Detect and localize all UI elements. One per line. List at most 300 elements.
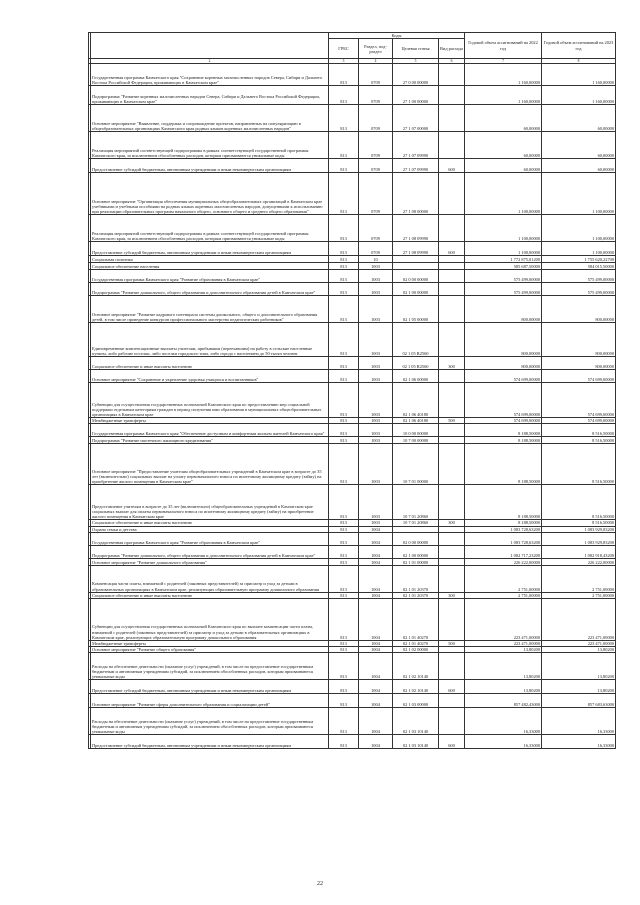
target-article-cell: 10 7 01 00000 [393, 444, 439, 485]
section-cell: 0709 [359, 215, 393, 242]
amount-2023-cell: 8 516,50000 [542, 424, 616, 437]
table-row [89, 485, 616, 520]
target-article-cell: 27 1 07 09990 [393, 159, 439, 173]
section-cell: 1004 [359, 526, 393, 532]
section-cell: 1003 [359, 444, 393, 485]
table-row [89, 105, 616, 132]
grbs-cell: 813 [329, 418, 359, 424]
amount-2023-cell: 2 751,00000 [542, 592, 616, 598]
section-cell: 1004 [359, 694, 393, 708]
amount-2023-cell: 1 160,00000 [542, 86, 616, 105]
amount-2023-cell: 16,33000 [542, 735, 616, 749]
expense-type-cell [439, 485, 465, 520]
column-index: 7 [465, 59, 542, 64]
section-cell: 1003 [359, 323, 393, 357]
amount-2022-cell: 574 699,00000 [465, 383, 542, 418]
expense-type-cell: 300 [439, 357, 465, 370]
amount-2023-cell: 8 516,50000 [542, 444, 616, 485]
target-article-cell: 02 1 00 00000 [393, 545, 439, 558]
expense-type-cell [439, 532, 465, 545]
table-row [89, 383, 616, 418]
expense-type-cell [439, 270, 465, 283]
table-row [89, 444, 616, 485]
grbs-cell: 813 [329, 694, 359, 708]
target-article-cell: 02 1 05 R2560 [393, 357, 439, 370]
grbs-cell: 813 [329, 64, 359, 86]
grbs-cell: 813 [329, 86, 359, 105]
item-name-cell: Компенсация части платы, взимаемой с родителей (законных представителей) за присмотр и уход за детьми в образовательных организациях в Камчатском крае, реализующих образовательную программу дошкольного образования [91, 565, 329, 592]
item-name-cell: Реализация мероприятий соответствующей подпрограммы в рамках соответствующей государственной программы Камчатского края, за исключением обособленных расходов, которым присваиваются уникальные коды [91, 132, 329, 159]
amount-2022-cell: 16,33000 [465, 735, 542, 749]
grbs-cell: 813 [329, 296, 359, 323]
section-cell: 1004 [359, 735, 393, 749]
target-article-cell: 02 0 00 00000 [393, 270, 439, 283]
grbs-cell: 813 [329, 173, 359, 215]
grbs-cell: 813 [329, 485, 359, 520]
amount-2022-cell: 8 188,50000 [465, 485, 542, 520]
grbs-cell: 813 [329, 735, 359, 749]
grbs-cell: 813 [329, 256, 359, 263]
target-article-cell: 02 1 00 00000 [393, 283, 439, 296]
target-article-cell: 02 1 02 10140 [393, 680, 439, 694]
expense-type-cell [439, 444, 465, 485]
expense-type-cell [439, 437, 465, 444]
item-name-cell: Предоставление субсидий бюджетным, автономным учреждениям и иным некоммерческим организациям [91, 680, 329, 694]
item-name-cell: Основное мероприятие "Развитие сферы дополнительного образования и социализации детей" [91, 694, 329, 708]
target-article-cell: 02 1 02 00000 [393, 647, 439, 653]
amount-2022-cell: 223 471,00000 [465, 599, 542, 641]
item-name-cell: Основное мероприятие "Развитие кадрового потенциала системы дошкольного, общего и дополнительного образования детей, в том числе проведение конкурсов профессионального мастерства педагогических работников" [91, 296, 329, 323]
table-row [89, 296, 616, 323]
section-cell: 0709 [359, 132, 393, 159]
target-article-cell: 02 1 06 00000 [393, 370, 439, 383]
header-codes: Коды [329, 33, 465, 39]
grbs-cell: 813 [329, 383, 359, 418]
item-name-cell: Субвенции для осуществления государственных полномочий Камчатского края по выплате компенсации части платы, взимаемой с родителей (законных представителей) за присмотр и уход за детьми в образовательных организациях в Камчатском крае, реализующих образовательную программу дошкольного образования [91, 599, 329, 641]
amount-2023-cell: 574 699,00000 [542, 418, 616, 424]
amount-2023-cell: 8 516,50000 [542, 437, 616, 444]
amount-2023-cell: 575 499,00000 [542, 270, 616, 283]
grbs-cell: 813 [329, 520, 359, 526]
target-article-cell: 27 1 07 09990 [393, 132, 439, 159]
expense-type-cell [439, 105, 465, 132]
amount-2023-cell: 8 516,50000 [542, 485, 616, 520]
column-index: 3 [329, 59, 359, 64]
grbs-cell: 813 [329, 647, 359, 653]
target-article-cell: 02 1 01 20370 [393, 592, 439, 598]
item-name-cell: Реализация мероприятий соответствующей подпрограммы в рамках соответствующей государственной программы Камчатского края, за исключением обособленных расходов, которым присваиваются уникальные коды [91, 215, 329, 242]
item-name-cell: Подпрограмма "Развитие дошкольного, общего образования и дополнительного образования детей в Камчатском крае" [91, 283, 329, 296]
amount-2023-cell: 574 699,00000 [542, 370, 616, 383]
table-row [89, 357, 616, 370]
table-row [89, 256, 616, 263]
amount-2022-cell: 16,33000 [465, 708, 542, 735]
amount-2023-cell: 8 516,50000 [542, 520, 616, 526]
grbs-cell: 813 [329, 558, 359, 565]
expense-type-cell [439, 283, 465, 296]
header-expense-type: Вид расхода [439, 39, 465, 59]
header-grbs: ГРБС [329, 39, 359, 59]
target-article-cell: 02 1 05 00000 [393, 296, 439, 323]
amount-2022-cell: 575 499,00000 [465, 283, 542, 296]
column-index: 5 [393, 59, 439, 64]
table-row [89, 680, 616, 694]
amount-2022-cell: 575 499,00000 [465, 270, 542, 283]
section-cell: 1004 [359, 565, 393, 592]
item-name-cell: Подпрограмма "Развитие ипотечного жилищного кредитования" [91, 437, 329, 444]
amount-2022-cell: 223 471,00000 [465, 641, 542, 647]
header-target-article: Целевая статья [393, 39, 439, 59]
amount-2022-cell: 1 772 875,01200 [465, 256, 542, 263]
item-name-cell: Расходы на обеспечение деятельности (оказание услуг) учреждений, в том числе на предоставление государственным бюджетным и автономным учреждениям субсидий, за исключением обособленных расходов, которым присваиваются уникальные коды [91, 653, 329, 680]
budget-table [88, 32, 616, 749]
item-name-cell: Расходы на обеспечение деятельности (оказание услуг) учреждений, в том числе на предоставление государственным бюджетным и автономным учреждениям субсидий, за исключением обособленных расходов, которым присваиваются уникальные коды [91, 708, 329, 735]
column-index: 8 [542, 59, 616, 64]
column-index: 2 [91, 59, 329, 64]
expense-type-cell [439, 565, 465, 592]
expense-type-cell: 600 [439, 159, 465, 173]
table-row [89, 694, 616, 708]
expense-type-cell [439, 424, 465, 437]
grbs-cell: 813 [329, 599, 359, 641]
target-article-cell: 02 1 01 40270 [393, 599, 439, 641]
expense-type-cell: 300 [439, 520, 465, 526]
section-cell: 10 [359, 256, 393, 263]
item-name-cell: Межбюджетные трансферты [91, 418, 329, 424]
amount-2022-cell: 13,80200 [465, 653, 542, 680]
item-name-cell: Подпрограмма "Развитие дошкольного, общего образования и дополнительного образования детей в Камчатском крае" [91, 545, 329, 558]
item-name-cell: Охрана семьи и детства [91, 526, 329, 532]
section-cell: 1003 [359, 418, 393, 424]
section-cell: 1004 [359, 641, 393, 647]
amount-2023-cell: 857 683,63000 [542, 694, 616, 708]
expense-type-cell: 500 [439, 641, 465, 647]
section-cell: 1004 [359, 532, 393, 545]
target-article-cell: 02 1 03 10140 [393, 735, 439, 749]
item-name-cell: Предоставление субсидий бюджетным, автономным учреждениям и иным некоммерческим организациям [91, 242, 329, 256]
expense-type-cell: 600 [439, 735, 465, 749]
target-article-cell: 27 1 07 00000 [393, 105, 439, 132]
grbs-cell: 813 [329, 370, 359, 383]
expense-type-cell [439, 383, 465, 418]
expense-type-cell [439, 86, 465, 105]
item-name-cell: Государственная программа Камчатского края "Обеспечение доступным и комфортным жильем жителей Камчатского края" [91, 424, 329, 437]
item-name-cell: Основное мероприятие "Выявление, поддержка и сопровождение проектов, направленных на популяризацию в общеобразовательных организациях Камчатского края родных языков коренных малочисленных народов" [91, 105, 329, 132]
table-row [89, 283, 616, 296]
amount-2023-cell: 16,33000 [542, 708, 616, 735]
section-cell: 1003 [359, 437, 393, 444]
amount-2022-cell: 1 083 728,63200 [465, 532, 542, 545]
grbs-cell: 813 [329, 592, 359, 598]
item-name-cell: Социальное обеспечение населения [91, 263, 329, 270]
expense-type-cell: 500 [439, 418, 465, 424]
column-index: 4 [359, 59, 393, 64]
grbs-cell: 813 [329, 444, 359, 485]
table-row [89, 558, 616, 565]
expense-type-cell [439, 370, 465, 383]
amount-2023-cell: 1 083 929,83200 [542, 526, 616, 532]
item-name-cell: Основное мероприятие "Сохранение и укрепление здоровья учащихся и воспитанников" [91, 370, 329, 383]
expense-type-cell: 600 [439, 242, 465, 256]
item-name-cell: Социальное обеспечение и иные выплаты населению [91, 357, 329, 370]
grbs-cell: 813 [329, 526, 359, 532]
expense-type-cell [439, 323, 465, 357]
amount-2022-cell: 1 100,00000 [465, 215, 542, 242]
target-article-cell: 02 1 01 40270 [393, 641, 439, 647]
grbs-cell: 813 [329, 680, 359, 694]
amount-2023-cell: 226 222,00000 [542, 558, 616, 565]
grbs-cell: 813 [329, 242, 359, 256]
section-cell: 0709 [359, 64, 393, 86]
item-name-cell: Основное мероприятие "Организация обеспечения муниципальных общеобразовательных организаций в Камчатском крае учебниками и учебными пособиями на родных языках коренных малочисленных народов, допущенными к использованию при реализации образовательных программ начального общего, основного общего и среднего общего образования" [91, 173, 329, 215]
section-cell: 1004 [359, 653, 393, 680]
table-row [89, 565, 616, 592]
amount-2023-cell: 13,80200 [542, 647, 616, 653]
section-cell: 1003 [359, 370, 393, 383]
amount-2022-cell: 1 160,00000 [465, 86, 542, 105]
amount-2023-cell: 800,00000 [542, 296, 616, 323]
amount-2022-cell: 60,00000 [465, 132, 542, 159]
expense-type-cell [439, 296, 465, 323]
amount-2023-cell: 223 471,00000 [542, 641, 616, 647]
table-row [89, 263, 616, 270]
target-article-cell: 27 0 00 00000 [393, 64, 439, 86]
grbs-cell: 813 [329, 424, 359, 437]
grbs-cell: 813 [329, 283, 359, 296]
section-cell: 1004 [359, 680, 393, 694]
table-row [89, 545, 616, 558]
amount-2023-cell: 223 471,00000 [542, 599, 616, 641]
table-row [89, 215, 616, 242]
expense-type-cell [439, 132, 465, 159]
section-cell: 1004 [359, 647, 393, 653]
amount-2022-cell: 8 188,50000 [465, 437, 542, 444]
expense-type-cell [439, 64, 465, 86]
expense-type-cell: 300 [439, 592, 465, 598]
expense-type-cell [439, 215, 465, 242]
amount-2022-cell: 800,00000 [465, 357, 542, 370]
grbs-cell: 813 [329, 323, 359, 357]
table-row [89, 735, 616, 749]
expense-type-cell [439, 256, 465, 263]
target-article-cell: 27 1 08 09990 [393, 215, 439, 242]
amount-2022-cell: 60,00000 [465, 105, 542, 132]
target-article-cell: 02 1 02 10140 [393, 653, 439, 680]
item-name-cell: Социальное обеспечение и иные выплаты населению [91, 592, 329, 598]
target-article-cell: 02 0 00 00000 [393, 532, 439, 545]
section-cell: 1004 [359, 592, 393, 598]
amount-2022-cell: 8 188,50000 [465, 444, 542, 485]
target-article-cell: 02 1 05 R2560 [393, 323, 439, 357]
amount-2023-cell: 1 083 929,83200 [542, 532, 616, 545]
expense-type-cell [439, 653, 465, 680]
amount-2022-cell: 2 751,00000 [465, 565, 542, 592]
table-row [89, 270, 616, 283]
target-article-cell: 10 7 01 20860 [393, 485, 439, 520]
section-cell: 1003 [359, 424, 393, 437]
section-cell: 1004 [359, 558, 393, 565]
grbs-cell: 813 [329, 159, 359, 173]
target-article-cell: 27 1 00 00000 [393, 86, 439, 105]
section-cell: 1003 [359, 383, 393, 418]
section-cell: 0709 [359, 242, 393, 256]
section-cell: 1003 [359, 283, 393, 296]
amount-2023-cell: 584 015,50000 [542, 263, 616, 270]
amount-2023-cell: 60,00000 [542, 132, 616, 159]
item-name-cell: Предоставление учителям в возрасте до 35 лет (включительно) общеобразовательных учреждений в Камчатском крае социальных выплат для оплаты первоначального взноса по ипотечному жилищному кредиту (займу) на приобретение жилого помещения в Камчатском крае [91, 485, 329, 520]
amount-2022-cell: 1 083 728,63200 [465, 526, 542, 532]
amount-2022-cell: 60,00000 [465, 159, 542, 173]
table-row [89, 242, 616, 256]
item-name-cell: Подпрограмма "Развитие коренных малочисленных народов Севера, Сибири и Дальнего Востока Российской Федерации, проживающих в Камчатском крае" [91, 86, 329, 105]
item-name-cell: Предоставление субсидий бюджетным, автономным учреждениям и иным некоммерческим организациям [91, 735, 329, 749]
target-article-cell: 02 1 06 40180 [393, 418, 439, 424]
table-row [89, 323, 616, 357]
header-section: Раздел, под-раздел [359, 39, 393, 59]
section-cell: 1003 [359, 357, 393, 370]
section-cell: 0709 [359, 105, 393, 132]
grbs-cell: 813 [329, 565, 359, 592]
item-name-cell: Государственная программа Камчатского края "Развитие образования в Камчатском крае" [91, 532, 329, 545]
amount-2023-cell: 1 160,00000 [542, 64, 616, 86]
grbs-cell: 813 [329, 708, 359, 735]
amount-2022-cell: 13,80200 [465, 680, 542, 694]
section-cell: 1003 [359, 520, 393, 526]
table-row [89, 86, 616, 105]
amount-2022-cell: 1 100,00000 [465, 173, 542, 215]
amount-2023-cell: 1 100,00000 [542, 173, 616, 215]
grbs-cell: 813 [329, 105, 359, 132]
grbs-cell: 813 [329, 263, 359, 270]
item-name-cell: Социальное обеспечение и иные выплаты населению [91, 520, 329, 526]
target-article-cell [393, 263, 439, 270]
table-row [89, 437, 616, 444]
section-cell: 1004 [359, 708, 393, 735]
amount-2023-cell: 800,00000 [542, 357, 616, 370]
amount-2023-cell: 1 100,00000 [542, 242, 616, 256]
table-row [89, 64, 616, 86]
table-row [89, 653, 616, 680]
item-name-cell: Основное мероприятие "Развитие общего образования" [91, 647, 329, 653]
expense-type-cell [439, 694, 465, 708]
amount-2023-cell: 1 100,00000 [542, 215, 616, 242]
expense-type-cell: 600 [439, 680, 465, 694]
amount-2023-cell: 1 082 918,43200 [542, 545, 616, 558]
expense-type-cell [439, 263, 465, 270]
section-cell: 1004 [359, 599, 393, 641]
item-name-cell: Субвенции для осуществления государственных полномочий Камчатского края по предоставлению мер социальной поддержки отдельным категориям граждан в период получения ими образования в муниципальных общеобразовательных организациях в Камчатском крае [91, 383, 329, 418]
target-article-cell: 02 1 03 00000 [393, 694, 439, 708]
header-name [91, 33, 329, 59]
expense-type-cell [439, 708, 465, 735]
amount-2023-cell: 13,80200 [542, 653, 616, 680]
expense-type-cell [439, 558, 465, 565]
grbs-cell: 813 [329, 357, 359, 370]
amount-2022-cell: 8 188,50000 [465, 424, 542, 437]
table-row [89, 159, 616, 173]
item-name-cell: Основное мероприятие "Предоставление учителям общеобразовательных учреждений в Камчатском крае в возрасте до 35 лет (включительно) социальных выплат на уплату первоначального взноса по ипотечному жилищному кредиту (займу) на приобретение жилого помещения в Камчатском крае" [91, 444, 329, 485]
amount-2022-cell: 8 188,50000 [465, 520, 542, 526]
item-name-cell: Основное мероприятие "Развитие дошкольного образования" [91, 558, 329, 565]
table-row [89, 173, 616, 215]
amount-2022-cell: 857 482,43000 [465, 694, 542, 708]
grbs-cell: 813 [329, 270, 359, 283]
section-cell: 1003 [359, 485, 393, 520]
target-article-cell [393, 256, 439, 263]
item-name-cell: Предоставление субсидий бюджетным, автономным учреждениям и иным некоммерческим организациям [91, 159, 329, 173]
amount-2022-cell: 1 082 717,23200 [465, 545, 542, 558]
grbs-cell: 813 [329, 545, 359, 558]
item-name-cell: Государственная программа Камчатского края "Сохранение коренных малочисленных народов Севера, Сибири и Дальнего Востока Российской Федерации, проживающих в Камчатском крае" [91, 64, 329, 86]
amount-2023-cell: 800,00000 [542, 323, 616, 357]
target-article-cell: 10 0 00 00000 [393, 424, 439, 437]
header-vol-2023: Годовой объем ассигнований на 2023 год [542, 33, 616, 59]
section-cell: 1003 [359, 263, 393, 270]
amount-2022-cell: 574 699,00000 [465, 370, 542, 383]
section-cell: 0709 [359, 159, 393, 173]
amount-2023-cell: 2 751,00000 [542, 565, 616, 592]
amount-2022-cell: 1 100,00000 [465, 242, 542, 256]
amount-2022-cell: 2 751,00000 [465, 592, 542, 598]
table-row [89, 532, 616, 545]
target-article-cell: 27 1 08 00000 [393, 173, 439, 215]
table-row [89, 599, 616, 641]
amount-2022-cell: 800,00000 [465, 323, 542, 357]
section-cell: 1004 [359, 545, 393, 558]
amount-2022-cell: 1 160,00000 [465, 64, 542, 86]
amount-2023-cell: 13,80200 [542, 680, 616, 694]
expense-type-cell [439, 599, 465, 641]
column-index: 6 [439, 59, 465, 64]
target-article-cell: 10 7 01 20860 [393, 520, 439, 526]
section-cell: 1003 [359, 296, 393, 323]
target-article-cell: 27 1 08 09990 [393, 242, 439, 256]
section-cell: 0709 [359, 173, 393, 215]
table-row [89, 370, 616, 383]
amount-2022-cell: 226 222,00000 [465, 558, 542, 565]
grbs-cell: 813 [329, 215, 359, 242]
target-article-cell: 02 1 06 40180 [393, 383, 439, 418]
grbs-cell: 813 [329, 641, 359, 647]
amount-2022-cell: 574 699,00000 [465, 418, 542, 424]
amount-2023-cell: 575 499,00000 [542, 283, 616, 296]
expense-type-cell [439, 545, 465, 558]
amount-2022-cell: 13,80200 [465, 647, 542, 653]
amount-2023-cell: 60,00000 [542, 159, 616, 173]
section-cell: 1003 [359, 270, 393, 283]
grbs-cell: 813 [329, 132, 359, 159]
table-row [89, 132, 616, 159]
item-name-cell: Социальная политика [91, 256, 329, 263]
grbs-cell: 813 [329, 653, 359, 680]
grbs-cell: 813 [329, 532, 359, 545]
item-name-cell: Межбюджетные трансферты [91, 641, 329, 647]
grbs-cell: 813 [329, 437, 359, 444]
expense-type-cell [439, 173, 465, 215]
section-cell: 0709 [359, 86, 393, 105]
item-name-cell: Единовременные компенсационные выплаты учителям, прибывшим (переехавшим) на работу в сельские населенные пункты, либо рабочие поселки, либо поселки городского типа, либо города с населением до 50 тысяч человек [91, 323, 329, 357]
table-row [89, 708, 616, 735]
target-article-cell: 02 1 01 00000 [393, 558, 439, 565]
target-article-cell: 02 1 01 20370 [393, 565, 439, 592]
amount-2023-cell: 60,00000 [542, 105, 616, 132]
page-number: 22 [317, 881, 323, 887]
amount-2023-cell: 1 755 620,22700 [542, 256, 616, 263]
amount-2023-cell: 574 699,00000 [542, 383, 616, 418]
table-row [89, 424, 616, 437]
item-name-cell: Государственная программа Камчатского края "Развитие образования в Камчатском крае" [91, 270, 329, 283]
target-article-cell: 02 1 03 10140 [393, 708, 439, 735]
